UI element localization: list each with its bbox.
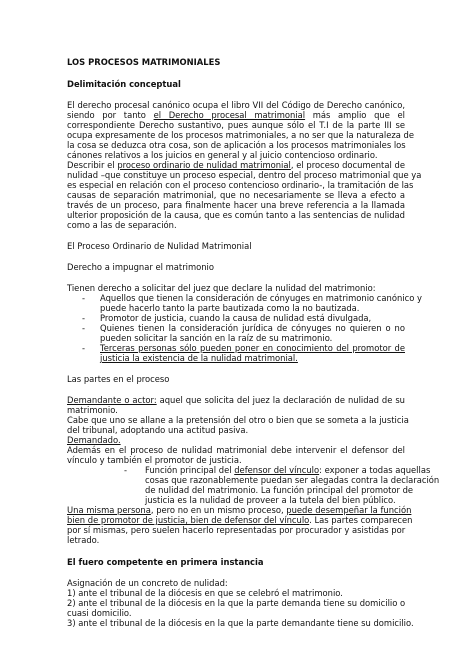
defensor-line-3: de nulidad del matrimonio. La función principal del promotor de bbox=[145, 485, 414, 495]
p5-line-1: Una misma persona, pero no en un mismo proceso, puede desempeñar la función bbox=[67, 505, 412, 515]
p4-line-1: Demandante o actor: aquel que solicita del juez la declaración de nulidad de su bbox=[67, 395, 405, 405]
bullet-dash: - bbox=[82, 323, 86, 333]
bullet-dash: - bbox=[82, 343, 86, 353]
p2-line-4: causas de separación matrimonial, que no necesariamente se lleva a efecto a bbox=[67, 190, 405, 200]
section-derecho-impugnar: Derecho a impugnar el matrimonio bbox=[67, 262, 215, 272]
heading-delimitacion: Delimitación conceptual bbox=[67, 79, 181, 89]
p6-line-4: cuasi domicilio. bbox=[67, 608, 132, 618]
p5-line-2: bien de promotor de justicia, bien de defensor del vínculo. Las partes comparecen bbox=[67, 515, 413, 525]
heading-fuero: El fuero competente en primera instancia bbox=[67, 557, 264, 567]
bullet-1-line-2: puede hacerlo tanto la parte bautizada como la no bautizada. bbox=[100, 303, 360, 313]
document-title: LOS PROCESOS MATRIMONIALES bbox=[67, 57, 221, 67]
bullet-3-line-1: Quienes tienen la consideración jurídica de cónyuges no quieren o no bbox=[100, 323, 405, 333]
bullet-3-line-2: pueden solicitar la sanción en la raíz de su matrimonio. bbox=[100, 333, 333, 343]
p4-line-3: Cabe que uno se allane a la pretensión del otro o bien que se someta a la justicia bbox=[67, 415, 409, 425]
bullet-4-line-2: justicia la existencia de la nulidad matrimonial. bbox=[100, 353, 298, 363]
p4-line-4: del tribunal, adoptando una actitud pasiva. bbox=[67, 425, 249, 435]
defensor-line-4: justicia es la nulidad de proveer a la tutela del bien público. bbox=[145, 495, 396, 505]
p4-line-5: Demandado. bbox=[67, 435, 121, 445]
p2-line-5: través de un proceso, para finalmente hacer una breve referencia a la llamada bbox=[67, 200, 405, 210]
defensor-line-1: Función principal del defensor del vínculo: exponer a todas aquellas bbox=[145, 465, 431, 475]
p2-line-7: como a las de separación. bbox=[67, 220, 177, 230]
bullet-dash: - bbox=[82, 313, 86, 323]
bullet-4-line-1: Terceras personas sólo pueden poner en conocimiento del promotor de bbox=[100, 343, 405, 353]
p2-line-2: nulidad –que constituye un proceso especial, dentro del proceso matrimonial que ya bbox=[67, 170, 422, 180]
p2-line-1: Describir el proceso ordinario de nulidad matrimonial, el proceso documental de bbox=[67, 160, 405, 170]
p6-line-2: 1) ante el tribunal de la diócesis en que se celebró el matrimonio. bbox=[67, 588, 343, 598]
defensor-line-2: cosas que razonablemente puedan ser alegadas contra la declaración bbox=[145, 475, 440, 485]
p6-line-5: 3) ante el tribunal de la diócesis en la que la parte demandante tiene su domicilio. bbox=[67, 618, 414, 628]
p6-line-3: 2) ante el tribunal de la diócesis en la que la parte demanda tiene su domicilio o bbox=[67, 598, 406, 608]
p4-line-7: vínculo y también el promotor de justicia. bbox=[67, 455, 242, 465]
p2-line-6: ulterior proposición de la causa, que es común tanto a las sentencias de nulidad bbox=[67, 210, 405, 220]
p3-line-1: Tienen derecho a solicitar del juez que declare la nulidad del matrimonio: bbox=[67, 283, 376, 293]
p1-line-5: la cosa se deduzca otra cosa, son de aplicación a los procesos matrimoniales los bbox=[67, 140, 406, 150]
p1-line-3: correspondiente Derecho sustantivo, pues aunque sólo el T.I de la parte III se bbox=[67, 120, 405, 130]
bullet-dash: - bbox=[82, 293, 86, 303]
p2-line-3: es especial en relación con el proceso contencioso ordinario-, la tramitación de las bbox=[67, 180, 414, 190]
defensor-dash: - bbox=[124, 465, 128, 475]
bullet-1-line-1: Aquellos que tienen la consideración de cónyuges en matrimonio canónico y bbox=[100, 293, 422, 303]
section-partes: Las partes en el proceso bbox=[67, 374, 170, 384]
p1-line-4: ocupa expresamente de los procesos matrimoniales, a no ser que la naturaleza de bbox=[67, 130, 415, 140]
bullet-2-line-1: Promotor de justicia, cuando la causa de nulidad está divulgada, bbox=[100, 313, 372, 323]
p1-line-1: El derecho procesal canónico ocupa el libro VII del Código de Derecho canónico, bbox=[67, 100, 405, 110]
p5-line-3: por sí mismas, pero suelen hacerlo representadas por procurador y asistidas por bbox=[67, 525, 406, 535]
p6-line-1: Asignación de un concreto de nulidad: bbox=[67, 578, 228, 588]
section-proceso-ordinario: El Proceso Ordinario de Nulidad Matrimonial bbox=[67, 241, 252, 251]
p1-line-6: cánones relativos a los juicios en general y al juicio contencioso ordinario. bbox=[67, 150, 378, 160]
p4-line-2: matrimonio. bbox=[67, 405, 118, 415]
p4-line-6: Además en el proceso de nulidad matrimonial debe intervenir el defensor del bbox=[67, 445, 405, 455]
p5-line-4: letrado. bbox=[67, 535, 100, 545]
p1-line-2: siendo por tanto el Derecho procesal matrimonial más amplio que el bbox=[67, 110, 405, 120]
